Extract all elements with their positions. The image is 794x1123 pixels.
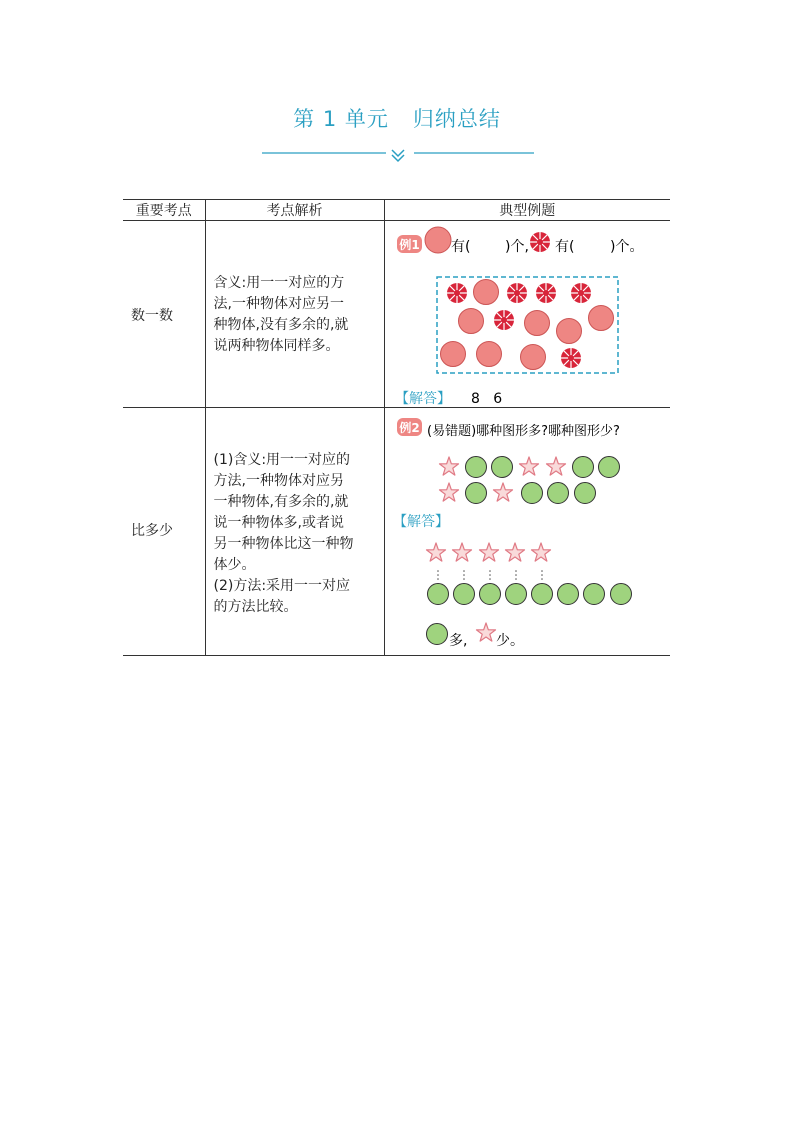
title-divider [262, 146, 534, 166]
correspondence-dots [437, 570, 543, 580]
question-text: (易错题)哪种图形多?哪种图形少? [426, 424, 620, 439]
answer-stars [426, 543, 550, 561]
svg-text:有(: 有( [450, 239, 470, 255]
page-title [0, 103, 794, 133]
analysis-text: (1)含义:用一一对应的 方法,一种物体对应另 一种物体,有多余的,就 说一种物体多,或者说 另一种物体比这一种物 体少。 (2)方法:采用一一对应 的方法比较。 [213, 452, 354, 615]
red-flower-icon [530, 232, 550, 252]
key-point-label: 比多少 [131, 523, 173, 539]
svg-text:例2: 例2 [398, 421, 420, 435]
key-point-label: 数一数 [131, 308, 173, 324]
answer-circles [427, 584, 631, 605]
example-tag [397, 418, 422, 436]
summary-table [123, 199, 670, 656]
svg-text:)个,: )个, [504, 239, 529, 255]
star-icon [476, 623, 495, 641]
unit-label: 第 1 单元 [293, 107, 389, 131]
answer-label: 【解答】 [394, 391, 451, 407]
header-key-point: 重要考点 [123, 200, 205, 221]
double-chevron-icon [392, 150, 404, 161]
svg-text:少。: 少。 [495, 633, 524, 649]
table-header-row [123, 200, 670, 221]
table-row [123, 221, 670, 408]
answer-label: 【解答】 [392, 514, 449, 530]
analysis-text: 含义:用一一对应的方 法,一种物体对应另一 种物体,没有多余的,就 说两种物体同样多。 [213, 275, 349, 354]
table-row [123, 408, 670, 656]
example-tag [397, 235, 422, 253]
svg-text:有(: 有( [554, 239, 574, 255]
unit-name: 归纳总结 [412, 107, 501, 131]
example-2 [385, 408, 671, 655]
svg-text:)个。: )个。 [609, 239, 643, 255]
green-circle-icon [426, 624, 447, 645]
svg-text:例1: 例1 [398, 238, 420, 252]
question-shapes [439, 457, 619, 504]
answer-value: 8 6 [470, 391, 502, 407]
header-analysis: 考点解析 [205, 200, 384, 221]
header-example: 典型例题 [384, 200, 670, 221]
svg-text:多,: 多, [448, 633, 467, 649]
example-1 [385, 221, 671, 407]
pink-circle-icon [425, 227, 451, 253]
